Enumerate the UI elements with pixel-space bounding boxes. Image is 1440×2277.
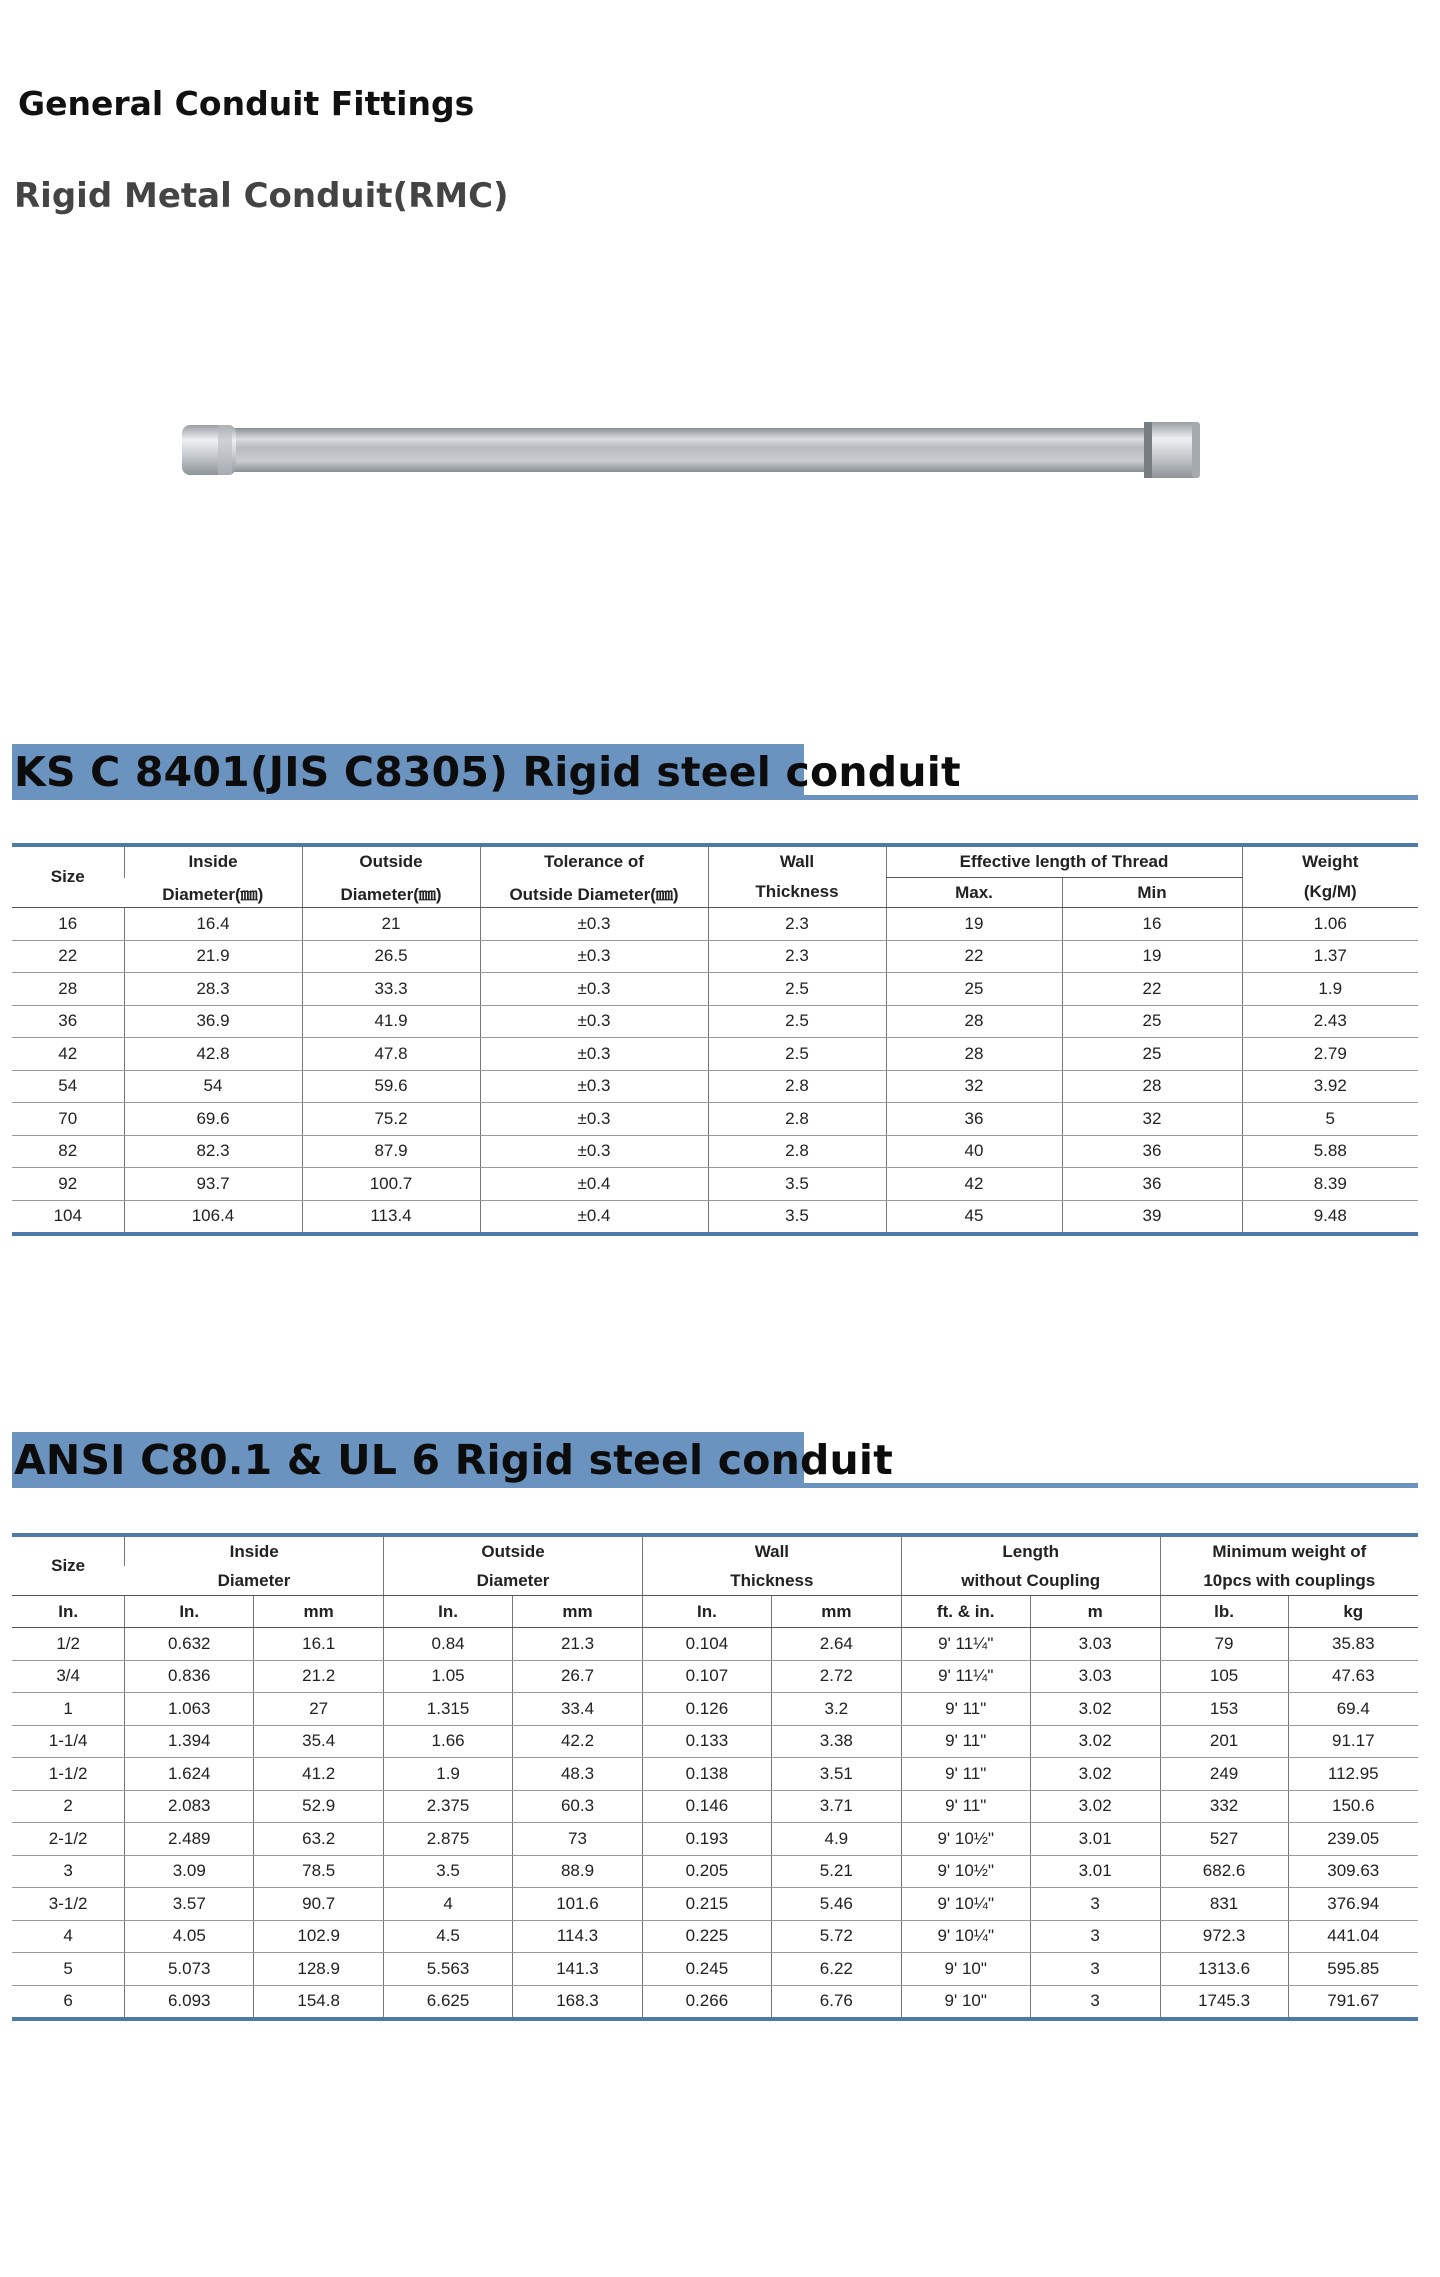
table-cell: 114.3: [513, 1920, 643, 1953]
table-cell: 21.2: [254, 1660, 384, 1693]
ks-header-inside: Inside: [124, 845, 302, 878]
table-cell: 682.6: [1160, 1855, 1288, 1888]
page-subtitle: Rigid Metal Conduit(RMC): [14, 176, 509, 216]
table-cell: 25: [1062, 1038, 1242, 1071]
table-cell: 25: [1062, 1005, 1242, 1038]
table-cell: 25: [886, 973, 1062, 1006]
table-cell: 79: [1160, 1628, 1288, 1661]
table-cell: 2.8: [708, 1070, 886, 1103]
ansi-unit-header: lb.: [1160, 1596, 1288, 1628]
table-cell: 69.4: [1288, 1693, 1418, 1726]
ks-section-title: KS C 8401(JIS C8305) Rigid steel conduit: [14, 748, 961, 796]
table-cell: 0.632: [125, 1628, 254, 1661]
table-cell: 4.5: [384, 1920, 513, 1953]
table-cell: 40: [886, 1135, 1062, 1168]
table-cell: 2.5: [708, 973, 886, 1006]
table-cell: 73: [513, 1823, 643, 1856]
table-cell: 63.2: [254, 1823, 384, 1856]
table-cell: 2.8: [708, 1103, 886, 1136]
table-cell: 2.64: [771, 1628, 901, 1661]
table-cell: 42: [12, 1038, 124, 1071]
table-cell: 3.5: [708, 1200, 886, 1234]
table-cell: 5.46: [771, 1888, 901, 1921]
table-cell: 16: [12, 908, 124, 941]
table-cell: 92: [12, 1168, 124, 1201]
conduit-pipe-image: [178, 418, 1238, 482]
table-cell: 376.94: [1288, 1888, 1418, 1921]
table-cell: 3.2: [771, 1693, 901, 1726]
table-cell: 441.04: [1288, 1920, 1418, 1953]
table-cell: 3-1/2: [12, 1888, 125, 1921]
table-cell: 5: [12, 1953, 125, 1986]
table-cell: 1-1/2: [12, 1758, 125, 1791]
ansi-unit-header: mm: [771, 1596, 901, 1628]
table-cell: 3: [1030, 1953, 1160, 1986]
ks-spec-table: [12, 843, 1418, 1236]
table-cell: 32: [886, 1070, 1062, 1103]
ks-table-row: [12, 1200, 1418, 1234]
ansi-unit-header: In.: [125, 1596, 254, 1628]
table-cell: ±0.3: [480, 973, 708, 1006]
table-cell: 27: [254, 1693, 384, 1726]
table-cell: 35.83: [1288, 1628, 1418, 1661]
table-cell: 21: [302, 908, 480, 941]
table-cell: 3.02: [1030, 1758, 1160, 1791]
table-cell: 2.43: [1242, 1005, 1418, 1038]
table-cell: 3.01: [1030, 1855, 1160, 1888]
table-cell: 6.76: [771, 1985, 901, 2019]
table-cell: 9' 10": [901, 1953, 1030, 1986]
table-cell: 75.2: [302, 1103, 480, 1136]
ks-header-thread: Effective length of Thread: [886, 845, 1242, 878]
table-cell: ±0.3: [480, 908, 708, 941]
table-cell: 0.104: [642, 1628, 771, 1661]
ansi-header-length-2: without Coupling: [901, 1566, 1160, 1596]
table-cell: 112.95: [1288, 1758, 1418, 1791]
table-cell: 26.5: [302, 940, 480, 973]
ks-header-max: Max.: [886, 878, 1062, 908]
table-cell: 59.6: [302, 1070, 480, 1103]
table-cell: 154.8: [254, 1985, 384, 2019]
table-cell: 1.315: [384, 1693, 513, 1726]
table-cell: 88.9: [513, 1855, 643, 1888]
ansi-unit-header: In.: [12, 1596, 125, 1628]
table-cell: 1.9: [384, 1758, 513, 1791]
table-cell: 8.39: [1242, 1168, 1418, 1201]
table-cell: 36: [886, 1103, 1062, 1136]
ks-header-min: Min: [1062, 878, 1242, 908]
table-cell: 9' 10½": [901, 1823, 1030, 1856]
ks-header-wall-unit: Thickness: [708, 878, 886, 908]
ansi-table-row: [12, 1855, 1418, 1888]
table-cell: 5.073: [125, 1953, 254, 1986]
table-cell: 33.4: [513, 1693, 643, 1726]
table-cell: 32: [1062, 1103, 1242, 1136]
page-title: General Conduit Fittings: [18, 84, 475, 123]
table-cell: 527: [1160, 1823, 1288, 1856]
table-cell: 3.57: [125, 1888, 254, 1921]
table-cell: ±0.3: [480, 1135, 708, 1168]
table-cell: 42.8: [124, 1038, 302, 1071]
table-cell: 3.92: [1242, 1070, 1418, 1103]
table-cell: 54: [124, 1070, 302, 1103]
ansi-table-body: [12, 1628, 1418, 2020]
ansi-unit-header: mm: [254, 1596, 384, 1628]
table-cell: 28: [1062, 1070, 1242, 1103]
table-cell: 239.05: [1288, 1823, 1418, 1856]
ansi-unit-header: kg: [1288, 1596, 1418, 1628]
table-cell: 60.3: [513, 1790, 643, 1823]
table-cell: 9' 11¼": [901, 1628, 1030, 1661]
table-cell: 831: [1160, 1888, 1288, 1921]
ks-table-row: [12, 1135, 1418, 1168]
table-cell: 0.126: [642, 1693, 771, 1726]
table-cell: 3.5: [708, 1168, 886, 1201]
table-cell: 1-1/4: [12, 1725, 125, 1758]
table-cell: 1.9: [1242, 973, 1418, 1006]
table-cell: 36: [1062, 1135, 1242, 1168]
table-cell: 3: [1030, 1920, 1160, 1953]
table-cell: 21.3: [513, 1628, 643, 1661]
table-cell: 5.21: [771, 1855, 901, 1888]
ansi-table-row: [12, 1823, 1418, 1856]
table-cell: 0.133: [642, 1725, 771, 1758]
ks-table-row: [12, 1070, 1418, 1103]
table-cell: 0.84: [384, 1628, 513, 1661]
table-cell: ±0.3: [480, 1070, 708, 1103]
table-cell: 1.37: [1242, 940, 1418, 973]
table-cell: 9' 11": [901, 1725, 1030, 1758]
table-cell: 9' 11": [901, 1790, 1030, 1823]
table-cell: 19: [1062, 940, 1242, 973]
table-cell: 70: [12, 1103, 124, 1136]
table-cell: 141.3: [513, 1953, 643, 1986]
ansi-table-row: [12, 1693, 1418, 1726]
table-cell: 1.66: [384, 1725, 513, 1758]
table-cell: 5.88: [1242, 1135, 1418, 1168]
table-cell: 113.4: [302, 1200, 480, 1234]
ansi-header-inside-2: Diameter: [125, 1566, 384, 1596]
table-cell: 3.03: [1030, 1628, 1160, 1661]
table-cell: 9' 11": [901, 1693, 1030, 1726]
table-cell: 2.3: [708, 908, 886, 941]
table-cell: 5.72: [771, 1920, 901, 1953]
table-cell: 104: [12, 1200, 124, 1234]
table-cell: 82: [12, 1135, 124, 1168]
ansi-unit-header: In.: [642, 1596, 771, 1628]
table-cell: 4.05: [125, 1920, 254, 1953]
table-cell: 93.7: [124, 1168, 302, 1201]
ansi-header-outside-2: Diameter: [384, 1566, 643, 1596]
ks-table-row: [12, 1103, 1418, 1136]
table-cell: 791.67: [1288, 1985, 1418, 2019]
table-cell: ±0.3: [480, 1005, 708, 1038]
table-cell: 19: [886, 908, 1062, 941]
table-cell: ±0.4: [480, 1168, 708, 1201]
ansi-header-wall-2: Thickness: [642, 1566, 901, 1596]
table-cell: 2: [12, 1790, 125, 1823]
table-cell: 69.6: [124, 1103, 302, 1136]
table-cell: 1745.3: [1160, 1985, 1288, 2019]
ansi-table-row: [12, 1953, 1418, 1986]
table-cell: 16.4: [124, 908, 302, 941]
ansi-table-row: [12, 1725, 1418, 1758]
table-cell: 9' 10¼": [901, 1920, 1030, 1953]
ansi-section-banner: [12, 1432, 1418, 1488]
table-cell: 595.85: [1288, 1953, 1418, 1986]
table-cell: 48.3: [513, 1758, 643, 1791]
ks-header-wall: Wall: [708, 845, 886, 878]
table-cell: 3.01: [1030, 1823, 1160, 1856]
ansi-header-wall: Wall: [642, 1535, 901, 1566]
table-cell: 16.1: [254, 1628, 384, 1661]
table-cell: 0.215: [642, 1888, 771, 1921]
table-cell: 0.146: [642, 1790, 771, 1823]
table-cell: 102.9: [254, 1920, 384, 1953]
table-cell: 36: [12, 1005, 124, 1038]
table-cell: 33.3: [302, 973, 480, 1006]
ansi-table-row: [12, 1758, 1418, 1791]
ansi-header-size: Size: [12, 1535, 125, 1596]
ansi-table-row: [12, 1888, 1418, 1921]
table-cell: 2.72: [771, 1660, 901, 1693]
ks-table-row: [12, 908, 1418, 941]
table-cell: 45: [886, 1200, 1062, 1234]
table-cell: 0.245: [642, 1953, 771, 1986]
table-cell: 0.205: [642, 1855, 771, 1888]
ks-header-outside: Outside: [302, 845, 480, 878]
table-cell: 78.5: [254, 1855, 384, 1888]
table-cell: 3.09: [125, 1855, 254, 1888]
ansi-unit-header: In.: [384, 1596, 513, 1628]
ansi-table-row: [12, 1920, 1418, 1953]
ks-header-size: Size: [12, 845, 124, 908]
table-cell: 3: [1030, 1985, 1160, 2019]
ansi-header-length: Length: [901, 1535, 1160, 1566]
ks-header-inside-unit: Diameter(㎜): [124, 878, 302, 908]
table-cell: 9' 10": [901, 1985, 1030, 2019]
ks-table-body: [12, 908, 1418, 1235]
table-cell: 0.193: [642, 1823, 771, 1856]
table-cell: 35.4: [254, 1725, 384, 1758]
table-cell: 168.3: [513, 1985, 643, 2019]
table-cell: 91.17: [1288, 1725, 1418, 1758]
ansi-units-row: [12, 1596, 1418, 1628]
table-cell: 6: [12, 1985, 125, 2019]
table-cell: 1313.6: [1160, 1953, 1288, 1986]
table-cell: 42.2: [513, 1725, 643, 1758]
ks-table-row: [12, 940, 1418, 973]
table-cell: 3: [12, 1855, 125, 1888]
table-cell: 22: [12, 940, 124, 973]
table-cell: 4: [12, 1920, 125, 1953]
ansi-unit-header: ft. & in.: [901, 1596, 1030, 1628]
table-cell: 2.083: [125, 1790, 254, 1823]
table-cell: 6.625: [384, 1985, 513, 2019]
table-cell: 16: [1062, 908, 1242, 941]
table-cell: 28: [12, 973, 124, 1006]
table-cell: 22: [1062, 973, 1242, 1006]
table-cell: 21.9: [124, 940, 302, 973]
table-cell: 3.51: [771, 1758, 901, 1791]
ansi-spec-table: [12, 1533, 1418, 2021]
table-cell: 82.3: [124, 1135, 302, 1168]
table-cell: 3.5: [384, 1855, 513, 1888]
ansi-table-row: [12, 1628, 1418, 1661]
table-cell: 4: [384, 1888, 513, 1921]
table-cell: 3/4: [12, 1660, 125, 1693]
table-cell: 26.7: [513, 1660, 643, 1693]
table-cell: 0.836: [125, 1660, 254, 1693]
table-cell: 1.05: [384, 1660, 513, 1693]
ansi-header-inside: Inside: [125, 1535, 384, 1566]
table-cell: 39: [1062, 1200, 1242, 1234]
table-cell: 3.02: [1030, 1725, 1160, 1758]
table-cell: 101.6: [513, 1888, 643, 1921]
table-cell: 52.9: [254, 1790, 384, 1823]
table-cell: 4.9: [771, 1823, 901, 1856]
table-cell: 2.79: [1242, 1038, 1418, 1071]
table-cell: 3.38: [771, 1725, 901, 1758]
table-cell: 90.7: [254, 1888, 384, 1921]
ansi-header-weight: Minimum weight of: [1160, 1535, 1418, 1566]
table-cell: 3.02: [1030, 1790, 1160, 1823]
table-cell: 9.48: [1242, 1200, 1418, 1234]
ks-header-tolerance: Tolerance of: [480, 845, 708, 878]
table-cell: 106.4: [124, 1200, 302, 1234]
ks-table-row: [12, 1038, 1418, 1071]
table-cell: 28.3: [124, 973, 302, 1006]
ansi-unit-header: m: [1030, 1596, 1160, 1628]
table-cell: 54: [12, 1070, 124, 1103]
table-cell: 1.394: [125, 1725, 254, 1758]
table-cell: 105: [1160, 1660, 1288, 1693]
table-cell: 47.8: [302, 1038, 480, 1071]
table-cell: 87.9: [302, 1135, 480, 1168]
table-cell: 100.7: [302, 1168, 480, 1201]
table-cell: 41.2: [254, 1758, 384, 1791]
ansi-section-title: ANSI C80.1 & UL 6 Rigid steel conduit: [14, 1436, 893, 1484]
table-cell: 249: [1160, 1758, 1288, 1791]
ks-table-row: [12, 1005, 1418, 1038]
table-cell: ±0.4: [480, 1200, 708, 1234]
table-cell: 6.22: [771, 1953, 901, 1986]
table-cell: 42: [886, 1168, 1062, 1201]
table-cell: 0.266: [642, 1985, 771, 2019]
table-cell: 2.875: [384, 1823, 513, 1856]
table-cell: 9' 10½": [901, 1855, 1030, 1888]
table-cell: 153: [1160, 1693, 1288, 1726]
table-cell: 28: [886, 1038, 1062, 1071]
table-cell: 47.63: [1288, 1660, 1418, 1693]
ks-header-weight: Weight: [1242, 845, 1418, 878]
ks-table-row: [12, 973, 1418, 1006]
table-cell: 2-1/2: [12, 1823, 125, 1856]
table-cell: 972.3: [1160, 1920, 1288, 1953]
table-cell: 3: [1030, 1888, 1160, 1921]
table-cell: 6.093: [125, 1985, 254, 2019]
ks-table-row: [12, 1168, 1418, 1201]
ansi-table-row: [12, 1985, 1418, 2019]
table-cell: 2.5: [708, 1005, 886, 1038]
table-cell: 2.3: [708, 940, 886, 973]
table-cell: 1.624: [125, 1758, 254, 1791]
table-cell: 1: [12, 1693, 125, 1726]
table-cell: 309.63: [1288, 1855, 1418, 1888]
table-cell: ±0.3: [480, 940, 708, 973]
table-cell: 5.563: [384, 1953, 513, 1986]
table-cell: 9' 11": [901, 1758, 1030, 1791]
table-cell: 1.063: [125, 1693, 254, 1726]
ks-header-outside-unit: Diameter(㎜): [302, 878, 480, 908]
table-cell: 201: [1160, 1725, 1288, 1758]
table-cell: 128.9: [254, 1953, 384, 1986]
table-cell: 3.71: [771, 1790, 901, 1823]
table-cell: 150.6: [1288, 1790, 1418, 1823]
table-cell: 3.02: [1030, 1693, 1160, 1726]
ks-section-banner: [12, 744, 1418, 800]
table-cell: 3.03: [1030, 1660, 1160, 1693]
table-cell: 0.138: [642, 1758, 771, 1791]
ansi-table-row: [12, 1660, 1418, 1693]
table-cell: 41.9: [302, 1005, 480, 1038]
table-cell: 36.9: [124, 1005, 302, 1038]
table-cell: 2.8: [708, 1135, 886, 1168]
table-cell: 36: [1062, 1168, 1242, 1201]
table-cell: 0.225: [642, 1920, 771, 1953]
table-cell: 1.06: [1242, 908, 1418, 941]
table-cell: 1/2: [12, 1628, 125, 1661]
table-cell: 5: [1242, 1103, 1418, 1136]
table-cell: 9' 11¼": [901, 1660, 1030, 1693]
table-cell: 2.5: [708, 1038, 886, 1071]
table-cell: 332: [1160, 1790, 1288, 1823]
table-cell: 9' 10¼": [901, 1888, 1030, 1921]
table-cell: ±0.3: [480, 1103, 708, 1136]
ansi-header-weight-2: 10pcs with couplings: [1160, 1566, 1418, 1596]
ansi-table-row: [12, 1790, 1418, 1823]
table-cell: 2.489: [125, 1823, 254, 1856]
table-cell: ±0.3: [480, 1038, 708, 1071]
table-cell: 2.375: [384, 1790, 513, 1823]
table-cell: 0.107: [642, 1660, 771, 1693]
ks-header-weight-unit: (Kg/M): [1242, 878, 1418, 908]
ansi-header-outside: Outside: [384, 1535, 643, 1566]
table-cell: 22: [886, 940, 1062, 973]
ks-header-tolerance-unit: Outside Diameter(㎜): [480, 878, 708, 908]
table-cell: 28: [886, 1005, 1062, 1038]
ansi-unit-header: mm: [513, 1596, 643, 1628]
